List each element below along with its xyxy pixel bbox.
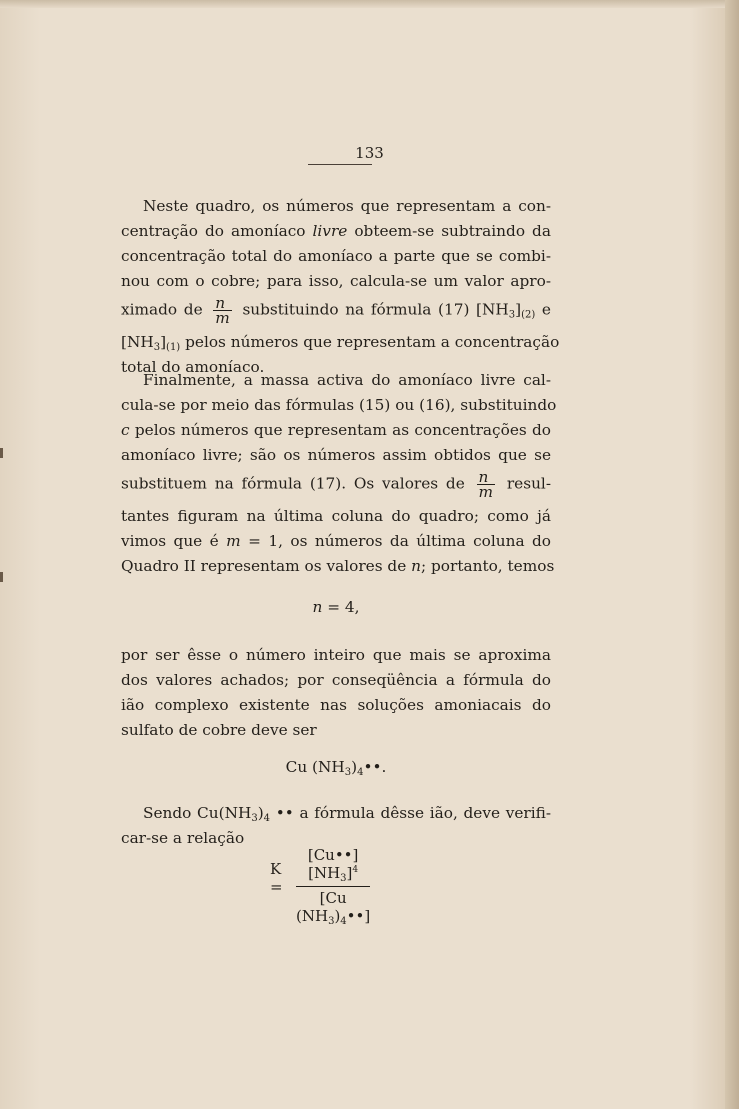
numerator bbox=[296, 846, 370, 887]
binding-mark bbox=[0, 448, 3, 458]
denominator: m bbox=[215, 309, 230, 327]
text: ••. bbox=[363, 758, 387, 776]
subscript: 3 bbox=[251, 813, 258, 824]
text: ] bbox=[346, 864, 353, 882]
subscript: 3 bbox=[340, 873, 347, 884]
text-line bbox=[121, 219, 551, 244]
page-top-edge bbox=[0, 0, 739, 8]
subscript: 3 bbox=[153, 342, 161, 353]
text-line: amoníaco livre; são os números assim obtidos que se bbox=[121, 446, 551, 464]
italic-var: n bbox=[411, 557, 421, 575]
text: ] bbox=[160, 333, 167, 351]
text: Quadro II representam os valores de bbox=[121, 557, 407, 575]
subscript: 3 bbox=[344, 767, 352, 778]
subscript: (1) bbox=[166, 342, 181, 353]
italic-var: c bbox=[121, 421, 130, 439]
text-line: dos valores achados; por conseqüência a fórmula do bbox=[121, 671, 551, 689]
text-line: tantes figuram na última coluna do quadro; como já bbox=[121, 507, 551, 525]
subscript: (2) bbox=[521, 309, 536, 321]
text-line: Neste quadro, os números que representam a con- bbox=[143, 197, 551, 215]
text: pelos números que representam a concentração bbox=[185, 333, 560, 351]
numerator: n bbox=[477, 470, 496, 485]
text-line: sulfato de cobre deve ser bbox=[121, 721, 317, 739]
text: = 4, bbox=[327, 598, 360, 616]
page-number: 133 bbox=[355, 144, 384, 162]
text: ) bbox=[351, 758, 358, 776]
text: resul- bbox=[506, 474, 551, 493]
text: [Cu••] [NH bbox=[307, 846, 359, 882]
equation-fraction bbox=[296, 846, 370, 927]
numerator: n bbox=[213, 296, 232, 311]
paragraph-1 bbox=[121, 194, 560, 380]
text: ] bbox=[515, 300, 522, 319]
subscript: 3 bbox=[328, 916, 335, 927]
equation-n bbox=[121, 598, 551, 616]
text: ) bbox=[334, 907, 341, 925]
paragraph-4 bbox=[121, 801, 551, 851]
text: substituindo na fórmula (17) [NH bbox=[242, 300, 509, 319]
text: ) bbox=[257, 804, 264, 822]
text: [Cu (NH bbox=[296, 889, 347, 925]
text-line bbox=[121, 468, 551, 504]
subscript: 3 bbox=[508, 309, 516, 321]
page-right-edge bbox=[725, 0, 739, 1109]
superscript: 4 bbox=[352, 865, 359, 875]
text: = 1, os números da última coluna do bbox=[248, 532, 551, 550]
equation-lhs: K = bbox=[270, 860, 283, 896]
text-line bbox=[121, 801, 551, 826]
fraction-n-over-m bbox=[213, 296, 232, 325]
text-line bbox=[121, 294, 551, 330]
text: ximado de bbox=[121, 300, 203, 319]
text-line: Finalmente, a massa activa do amoníaco livre cal- bbox=[143, 371, 551, 389]
text-line: total do amoníaco. bbox=[121, 358, 265, 376]
text: centração do amoníaco bbox=[121, 222, 306, 240]
text: Sendo Cu(NH bbox=[143, 804, 252, 822]
text: ; portanto, temos bbox=[421, 557, 555, 575]
binding-mark bbox=[0, 572, 3, 582]
denominator bbox=[296, 887, 370, 927]
text-line: cula-se por meio das fórmulas (15) ou (16), substituindo bbox=[121, 396, 557, 414]
text-line: car-se a relação bbox=[121, 829, 245, 847]
text-line: nou com o cobre; para isso, calcula-se um valor apro- bbox=[121, 272, 551, 290]
text: ••] bbox=[346, 907, 371, 925]
text-line: concentração total do amoníaco a parte que se combi- bbox=[121, 247, 551, 265]
text: [NH bbox=[121, 333, 154, 351]
text-line bbox=[121, 330, 560, 355]
page-number-rule bbox=[308, 164, 372, 165]
italic-var: m bbox=[226, 532, 241, 550]
subscript: 4 bbox=[340, 916, 347, 927]
equation-cu bbox=[121, 758, 551, 778]
text-line bbox=[121, 554, 555, 579]
text: Cu (NH bbox=[285, 758, 345, 776]
text: vimos que é bbox=[121, 532, 219, 550]
paragraph-3 bbox=[121, 643, 551, 743]
text: •• a fórmula dêsse ião, deve verifi- bbox=[275, 804, 551, 822]
denominator: m bbox=[478, 483, 494, 501]
text: obteem-se subtraindo da bbox=[354, 222, 551, 240]
paragraph-2 bbox=[121, 368, 557, 579]
subscript: 4 bbox=[263, 813, 271, 824]
italic-var: n bbox=[312, 598, 323, 616]
text: e bbox=[541, 300, 551, 319]
fraction-n-over-m bbox=[477, 470, 496, 499]
text-line: ião complexo existente nas soluções amoniacais do bbox=[121, 696, 551, 714]
text-line: por ser êsse o número inteiro que mais se aproxima bbox=[121, 646, 551, 664]
subscript: 4 bbox=[357, 767, 364, 778]
text: substituem na fórmula (17). Os valores de bbox=[121, 474, 465, 493]
text: pelos números que representam as concentrações do bbox=[134, 421, 551, 439]
text-line bbox=[121, 418, 551, 443]
text-line bbox=[121, 529, 551, 554]
italic-word: livre bbox=[312, 222, 348, 240]
